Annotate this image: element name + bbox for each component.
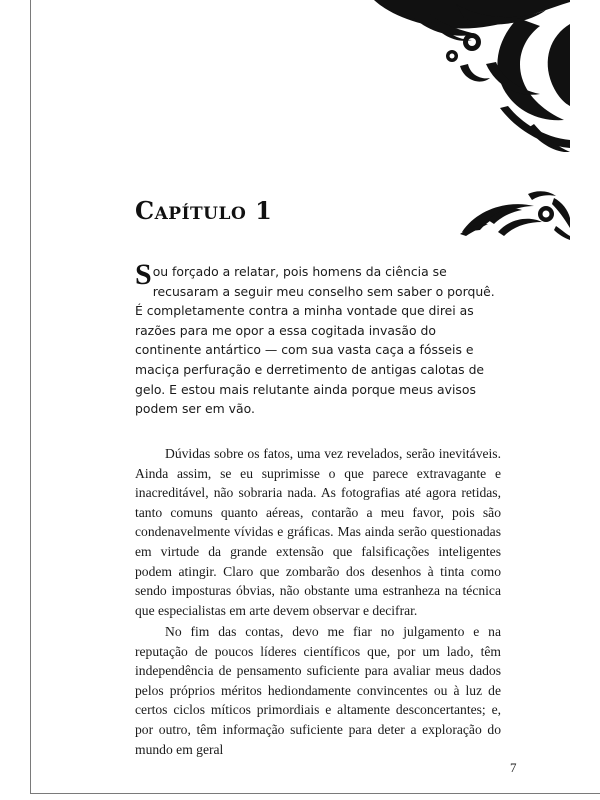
intro-text: ou forçado a relatar, pois homens da ciência se recusaram a seguir meu conselho sem saber o porquê. É completamente contra a minha vontade que direi as razões para me opor a essa cogitada invasão do continente antártico — com sua vasta caça a fósseis e maciça perfuração e derretimento de antigas calotas de gelo. E estou mais relutante ainda porque meus avisos podem ser em vão. [135, 264, 495, 417]
intro-paragraph [135, 258, 495, 419]
page-bottom-edge [30, 793, 600, 794]
floral-ornament-side [458, 188, 570, 240]
page-left-edge [30, 0, 31, 794]
body-paragraph-1: Dúvidas sobre os fatos, uma vez revelados, serão inevitáveis. Ainda assim, se eu suprimisse o que parece extravagante e inacreditável, não sobraria nada. As fotografias até agora retidas, tanto comuns quanto aéreas, contarão a meu favor, pois são condenavelmente vívidas e gráficas. Mas ainda serão questionadas em virtude da grande extensão que falsificações inteligentes podem atingir. Claro que zombarão dos desenhos à tinta como sendo imposturas óbvias, não obstante uma estranheza na técnica que especialistas em arte devem observar e decifrar. [135, 446, 501, 618]
drop-cap: S [135, 258, 152, 291]
body-paragraph-2: No fim das contas, devo me fiar no julgamento e na reputação de poucos líderes científicos que, por um lado, têm independência de pensamento suficiente para avaliar meus dados pelos próprios méritos hediondamente convincentes ou à luz de certos ciclos míticos primordiais e altamente desconcertantes; e, por outro, têm informação suficiente para deter a exploração do mundo em geral [135, 624, 501, 757]
page-number: 7 [510, 760, 517, 775]
floral-ornament-top [368, 0, 570, 152]
chapter-title: Capítulo 1 [135, 196, 273, 225]
